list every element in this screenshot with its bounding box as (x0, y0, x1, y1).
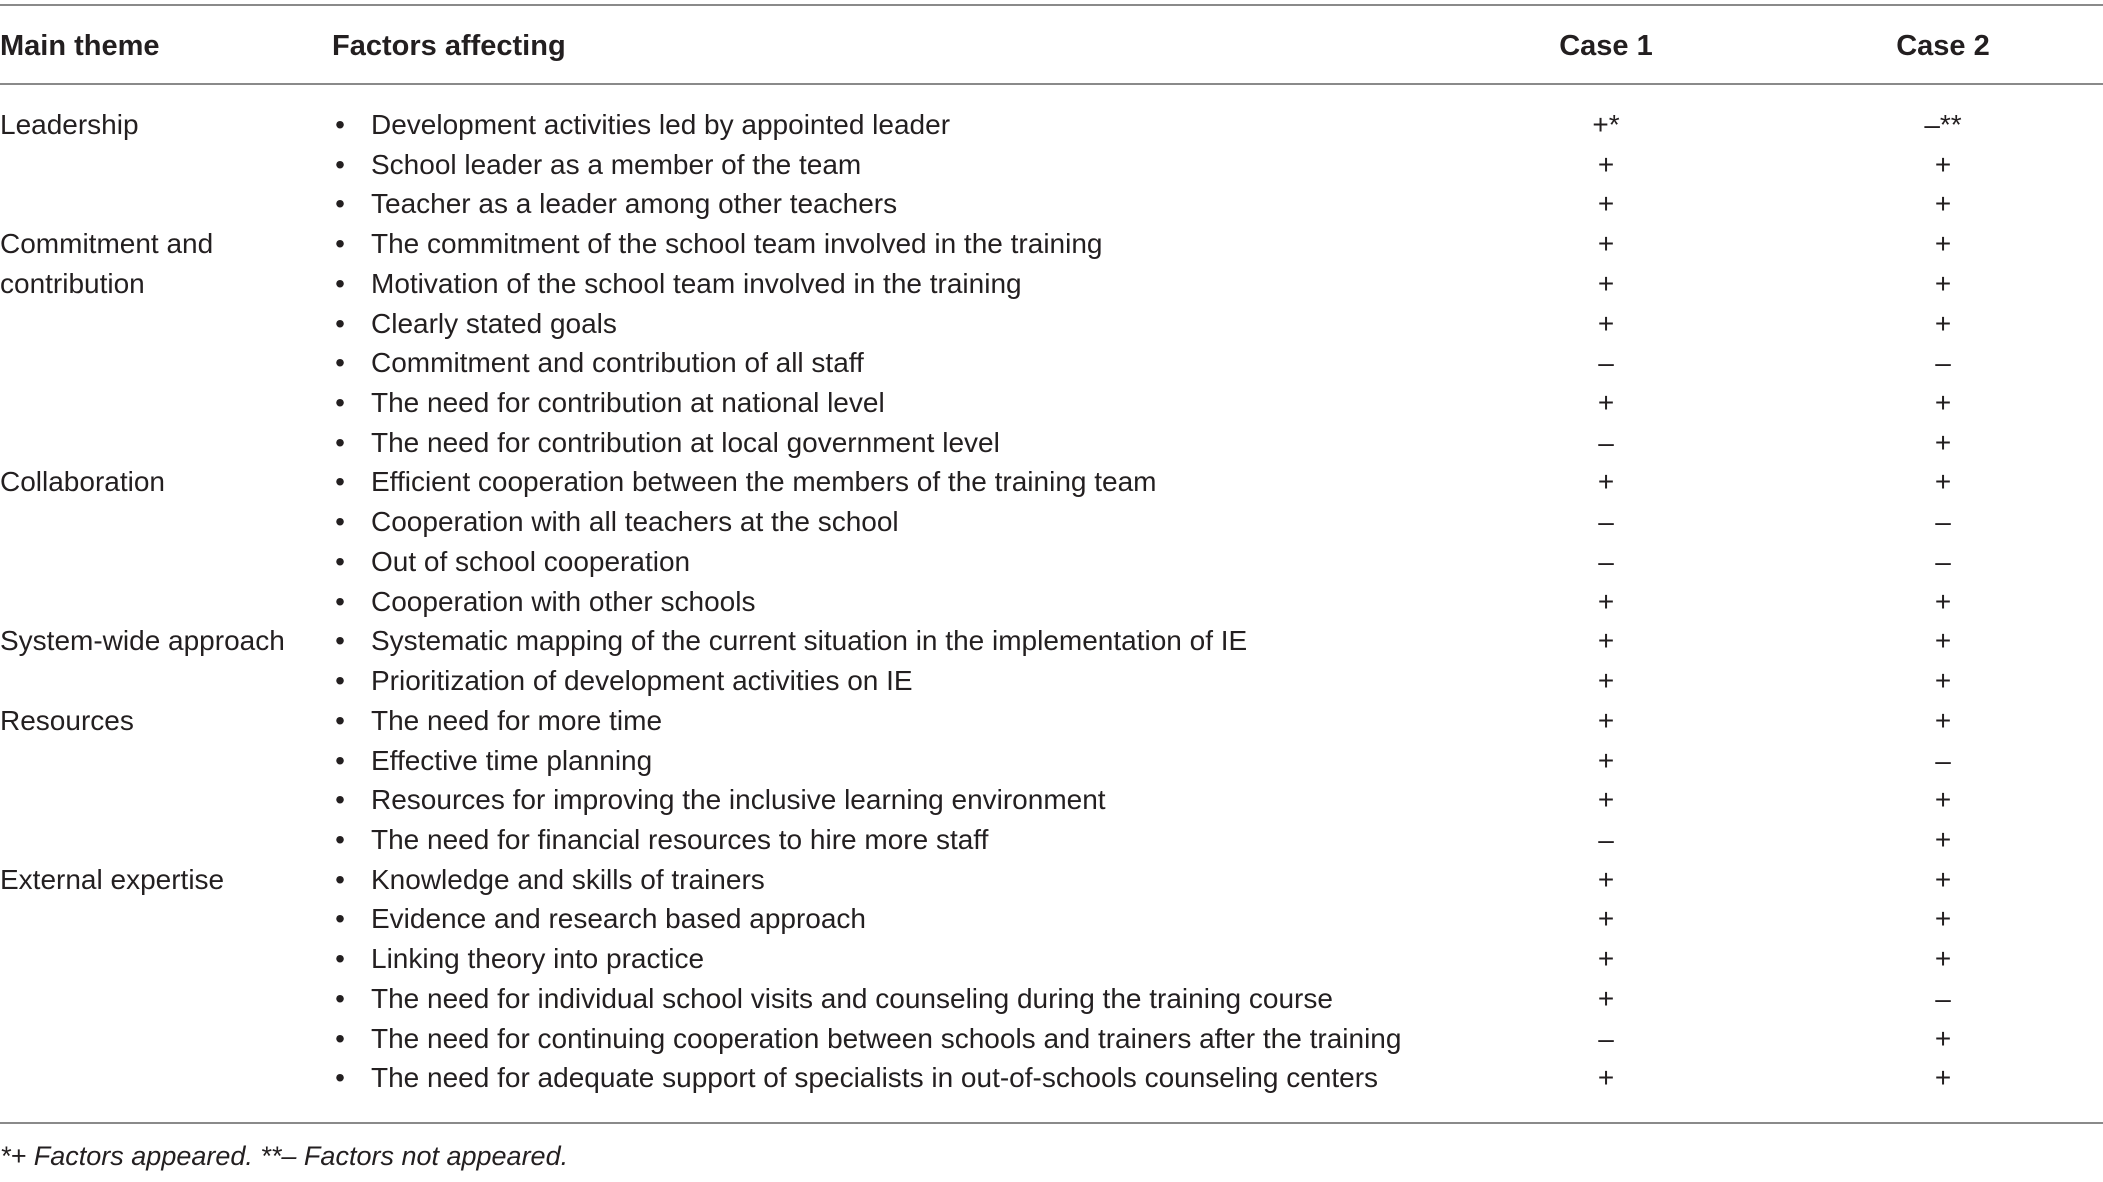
bullet-icon: • (335, 665, 345, 697)
row-factor: The commitment of the school team involved in the training (371, 228, 1103, 260)
row-case-1-value: + (1597, 784, 1615, 816)
bullet-icon: • (335, 823, 345, 855)
table-row (0, 939, 2103, 979)
row-factor: Evidence and research based approach (371, 903, 867, 935)
row-case-2-value: –** (1924, 109, 1962, 140)
row-case-2-value: + (1934, 267, 1952, 299)
bullet-icon: • (335, 1062, 345, 1094)
row-factor: Clearly stated goals (371, 307, 617, 339)
row-main-theme: contribution (0, 267, 145, 299)
row-case-2-value: – (1935, 545, 1951, 577)
row-case-1-value: + (1597, 665, 1615, 697)
table-row (0, 979, 2103, 1019)
row-main-theme: Resources (0, 704, 134, 736)
row-case-2-value: + (1934, 665, 1952, 697)
bullet-icon: • (335, 585, 345, 617)
bullet-icon: • (335, 228, 345, 260)
bullet-icon: • (335, 148, 345, 180)
row-case-2-value: + (1934, 784, 1952, 816)
table-body (0, 105, 2103, 1098)
row-factor: The need for adequate support of specialists in out-of-schools counseling centers (371, 1062, 1379, 1094)
bullet-icon: • (335, 188, 345, 220)
row-factor: The need for contribution at national level (371, 387, 885, 419)
bullet-icon: • (335, 347, 345, 379)
row-factor: Effective time planning (371, 744, 653, 776)
bullet-icon: • (335, 943, 345, 975)
table-row (0, 304, 2103, 344)
row-factor: Systematic mapping of the current situation in the implementation of IE (371, 625, 1248, 657)
row-factor: Efficient cooperation between the members of the training team (371, 466, 1157, 498)
bullet-icon: • (335, 784, 345, 816)
row-case-2-value: + (1934, 903, 1952, 935)
row-case-1-value: – (1598, 545, 1614, 577)
bullet-icon: • (335, 863, 345, 895)
row-main-theme: Commitment and (0, 228, 214, 260)
table-row (0, 542, 2103, 582)
row-case-1-value: + (1597, 744, 1615, 776)
bullet-icon: • (335, 903, 345, 935)
row-case-1-value: – (1598, 823, 1614, 855)
table-row (0, 343, 2103, 383)
table-row (0, 701, 2103, 741)
row-case-2-value: + (1934, 148, 1952, 180)
row-case-1-value: + (1597, 466, 1615, 498)
header-case-2: Case 2 (1896, 30, 1990, 62)
table-row (0, 741, 2103, 781)
table-row (0, 502, 2103, 542)
row-case-2-value: + (1934, 307, 1952, 339)
row-case-2-value: – (1935, 744, 1951, 776)
row-case-2-value: + (1934, 863, 1952, 895)
row-case-1-value: + (1597, 982, 1615, 1014)
row-factor: Prioritization of development activities on IE (371, 665, 913, 697)
row-case-2-value: – (1935, 982, 1951, 1014)
table-row (0, 105, 2103, 145)
row-factor: Cooperation with all teachers at the school (371, 506, 899, 538)
row-case-2-value: + (1934, 1022, 1952, 1054)
bullet-icon: • (335, 426, 345, 458)
bullet-icon: • (335, 267, 345, 299)
row-case-1-value: + (1597, 307, 1615, 339)
header-main-theme: Main theme (0, 30, 160, 62)
row-case-1-value: + (1597, 704, 1615, 736)
row-case-2-value: + (1934, 585, 1952, 617)
header-case-1: Case 1 (1559, 30, 1653, 62)
table-row (0, 860, 2103, 900)
table-row (0, 264, 2103, 304)
row-factor: Commitment and contribution of all staff (371, 347, 864, 379)
table-top-rule (0, 4, 2103, 6)
row-case-2-value: + (1934, 943, 1952, 975)
row-factor: The need for more time (371, 704, 663, 736)
row-factor: School leader as a member of the team (371, 148, 862, 180)
bullet-icon: • (335, 307, 345, 339)
row-case-1-value: + (1597, 903, 1615, 935)
row-main-theme: System-wide approach (0, 625, 285, 657)
bullet-icon: • (335, 625, 345, 657)
row-case-1-value: + (1597, 267, 1615, 299)
bullet-icon: • (335, 545, 345, 577)
row-case-2-value: + (1934, 704, 1952, 736)
row-case-2-value: + (1934, 1062, 1952, 1094)
table-row (0, 661, 2103, 701)
row-factor: Development activities led by appointed leader (371, 109, 951, 140)
table-row (0, 423, 2103, 463)
header-divider-rule (0, 83, 2103, 85)
row-case-2-value: + (1934, 426, 1952, 458)
table-row (0, 621, 2103, 661)
table-row (0, 1058, 2103, 1098)
table-row (0, 780, 2103, 820)
row-case-1-value: + (1597, 148, 1615, 180)
row-case-2-value: + (1934, 466, 1952, 498)
row-case-1-value: + (1597, 228, 1615, 260)
row-main-theme: Collaboration (0, 466, 165, 498)
header-factors-affecting: Factors affecting (332, 30, 566, 62)
row-factor: The need for financial resources to hire more staff (371, 823, 989, 855)
row-case-1-value: – (1598, 1022, 1614, 1054)
row-factor: Teacher as a leader among other teachers (371, 188, 898, 220)
row-case-1-value: – (1598, 506, 1614, 538)
row-case-2-value: + (1934, 188, 1952, 220)
table-row (0, 582, 2103, 622)
row-factor: Resources for improving the inclusive learning environment (371, 784, 1106, 816)
table-row (0, 383, 2103, 423)
row-case-1-value: – (1598, 426, 1614, 458)
row-factor: Knowledge and skills of trainers (371, 863, 765, 895)
bullet-icon: • (335, 387, 345, 419)
row-case-1-value: + (1597, 387, 1615, 419)
row-factor: The need for contribution at local government level (371, 426, 1000, 458)
row-case-1-value: + (1597, 625, 1615, 657)
bullet-icon: • (335, 466, 345, 498)
bullet-icon: • (335, 704, 345, 736)
table-row (0, 899, 2103, 939)
row-case-1-value: + (1597, 863, 1615, 895)
row-case-1-value: + (1597, 585, 1615, 617)
row-factor: The need for individual school visits and counseling during the training course (371, 982, 1333, 1014)
table-row (0, 462, 2103, 502)
row-case-2-value: – (1935, 506, 1951, 538)
row-main-theme: Leadership (0, 109, 139, 140)
row-factor: Linking theory into practice (371, 943, 705, 975)
bullet-icon: • (335, 744, 345, 776)
bullet-icon: • (335, 982, 345, 1014)
row-case-1-value: – (1598, 347, 1614, 379)
row-case-1-value: + (1597, 188, 1615, 220)
bullet-icon: • (335, 506, 345, 538)
table-row (0, 224, 2103, 264)
table-footnote: *+ Factors appeared. **– Factors not appeared. (0, 1141, 569, 1171)
row-case-2-value: + (1934, 823, 1952, 855)
row-factor: Cooperation with other schools (371, 585, 756, 617)
table-row (0, 184, 2103, 224)
row-factor: Motivation of the school team involved in the training (371, 267, 1022, 299)
row-factor: Out of school cooperation (371, 545, 691, 577)
table-row (0, 820, 2103, 860)
table-row (0, 145, 2103, 185)
row-case-2-value: – (1935, 347, 1951, 379)
table-row (0, 1019, 2103, 1059)
row-case-1-value: + (1597, 943, 1615, 975)
bullet-icon: • (335, 1022, 345, 1054)
row-case-2-value: + (1934, 625, 1952, 657)
row-case-1-value: + (1597, 1062, 1615, 1094)
row-main-theme: External expertise (0, 863, 225, 895)
row-case-2-value: + (1934, 387, 1952, 419)
row-case-1-value: +* (1592, 109, 1620, 140)
table-bottom-rule (0, 1122, 2103, 1124)
row-factor: The need for continuing cooperation between schools and trainers after the training (371, 1022, 1402, 1054)
bullet-icon: • (335, 109, 345, 140)
row-case-2-value: + (1934, 228, 1952, 260)
